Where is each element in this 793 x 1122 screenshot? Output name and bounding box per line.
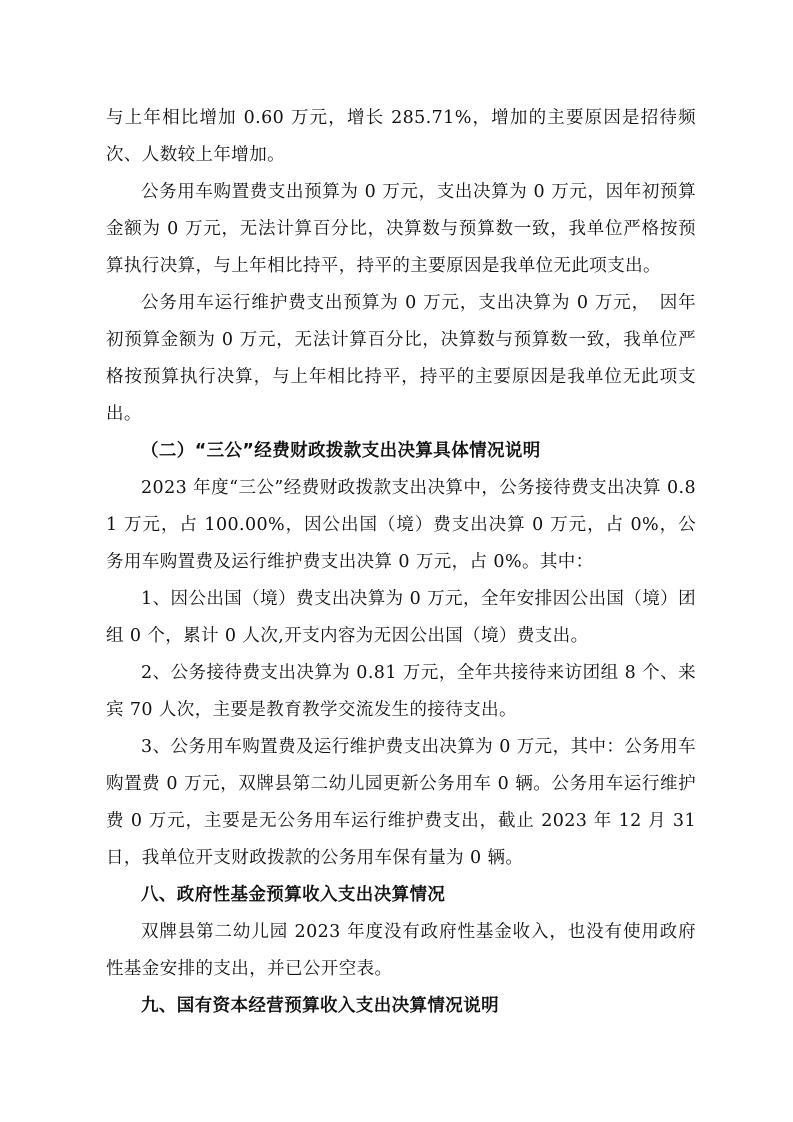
paragraph-three-public-summary: 2023 年度“三公”经费财政拨款支出决算中，公务接待费支出决算 0.81 万元，占 100.00%，因公出国（境）费支出决算 0 万元，占 0%，公务用车购置费及运行维护费支出决算 0 万元，占 0%。其中： [106,478,696,572]
paragraph-government-fund: 双牌县第二幼儿园 2023 年度没有政府性基金收入，也没有使用政府性基金安排的支出，并已公开空表。 [106,922,696,979]
section-heading-state-capital: 九、国有资本经营预算收入支出决算情况说明 [141,996,499,1016]
paragraph-official-vehicles: 3、公务用车购置费及运行维护费支出决算为 0 万元，其中：公务用车购置费 0 万元，双牌县第二幼儿园更新公务用车 0 辆。公务用车运行维护费 0 万元，主要是无公务用车运行维护费支出，截止 2023 年 12 月 31 日，我单位开支财政拨款的公务用车保有量为 0 辆。 [106,737,696,868]
paragraph-vehicle-maintenance: 公务用车运行维护费支出预算为 0 万元，支出决算为 0 万元， 因年初预算金额为 0 万元，无法计算百分比，决算数与预算数一致，我单位严格按预算执行决算，与上年相比持平，持平的主要原因是我单位无此项支出。 [106,293,696,424]
section-heading-government-fund: 八、政府性基金预算收入支出决算情况 [141,885,446,905]
paragraph-official-reception: 2、公务接待费支出决算为 0.81 万元，全年共接待来访团组 8 个、来宾 70 人次，主要是教育教学交流发生的接待支出。 [106,663,696,720]
document-body [106,100,696,1025]
paragraph-vehicle-purchase: 公务用车购置费支出预算为 0 万元，支出决算为 0 万元，因年初预算金额为 0 万元，无法计算百分比，决算数与预算数一致，我单位严格按预算执行决算，与上年相比持平，持平的主要原因是我单位无此项支出。 [106,182,696,276]
paragraph-hospitality-change: 与上年相比增加 0.60 万元，增长 285.71%，增加的主要原因是招待频次、人数较上年增加。 [106,108,696,165]
section-heading-three-public-details: （二）“三公”经费财政拨款支出决算具体情况说明 [141,441,541,461]
paragraph-overseas-trips: 1、因公出国（境）费支出决算为 0 万元，全年安排因公出国（境）团组 0 个，累计 0 人次,开支内容为无因公出国（境）费支出。 [106,589,696,646]
